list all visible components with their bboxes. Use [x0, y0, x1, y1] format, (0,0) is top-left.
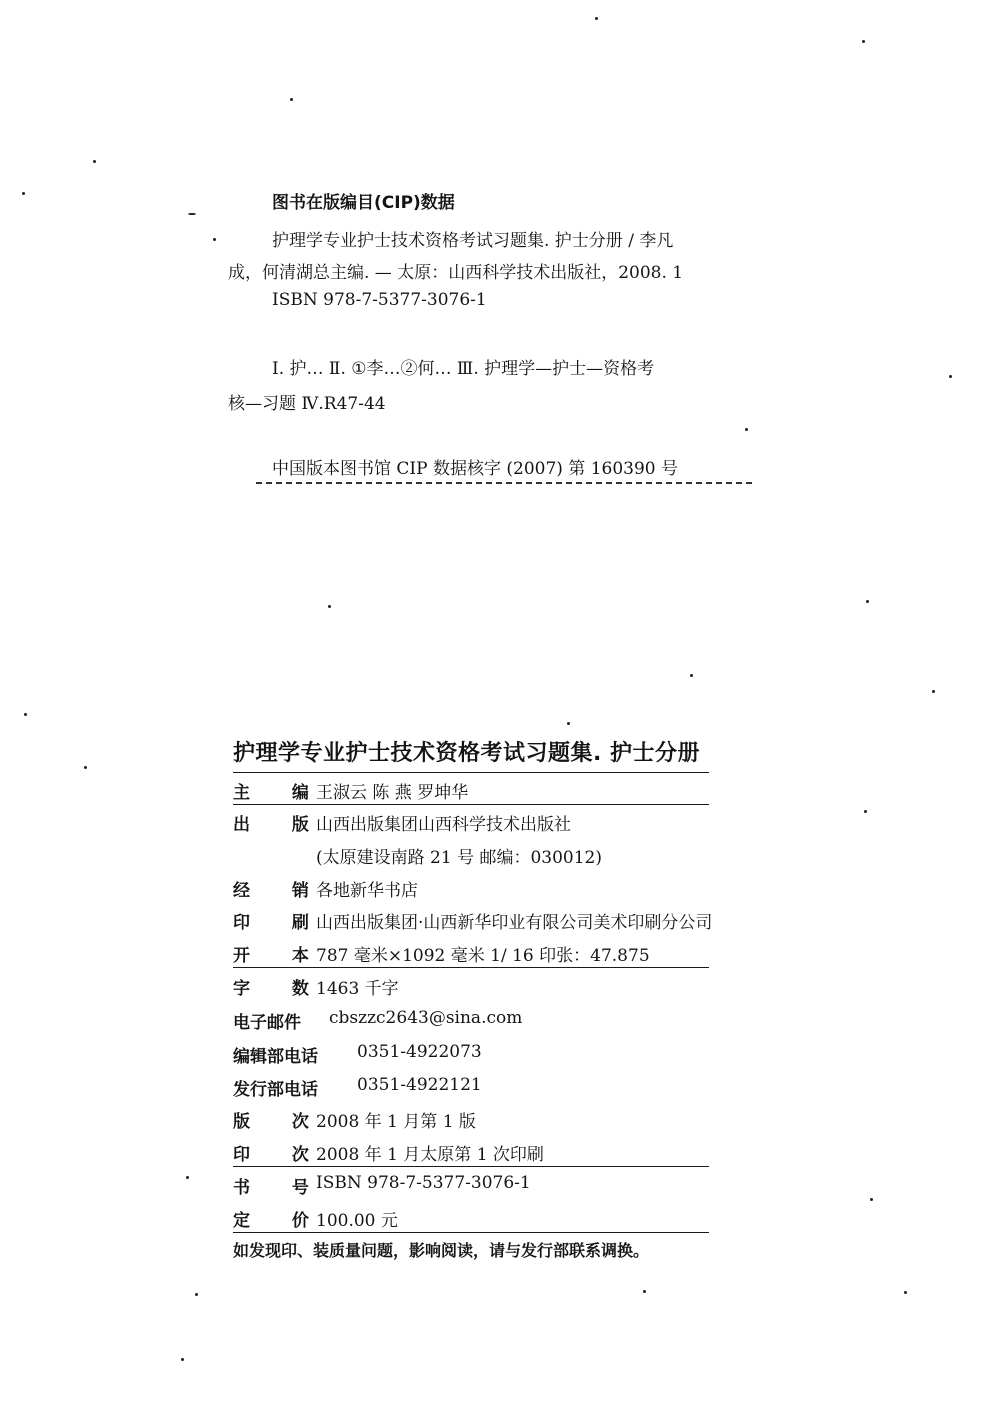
colophon-row-isbn: [233, 1169, 803, 1199]
cip-record-number: 中国版本图书馆 CIP 数据核字 (2007) 第 160390 号: [272, 459, 679, 479]
scan-speck: [181, 1358, 184, 1361]
colophon-row-email: [233, 1004, 803, 1034]
row-value: 2008 年 1 月太原第 1 次印刷: [316, 1145, 544, 1165]
scan-speck: [24, 713, 27, 716]
rule: [233, 804, 709, 805]
dashed-divider: [256, 482, 752, 484]
row-value: 2008 年 1 月第 1 版: [316, 1112, 476, 1132]
scan-speck: [328, 605, 331, 608]
row-label: 定 价: [233, 1211, 327, 1231]
scan-speck: [195, 1293, 198, 1296]
row-label: 版 次: [233, 1112, 327, 1132]
scan-speck: [862, 40, 865, 43]
row-label: 印 刷: [233, 913, 327, 933]
colophon-row-publisher: [233, 806, 803, 836]
row-value: 王淑云 陈 燕 罗坤华: [316, 783, 469, 803]
rule: [233, 772, 709, 773]
colophon-row-word-count: [233, 970, 803, 1000]
row-label: 印 次: [233, 1145, 327, 1165]
scan-speck: [690, 674, 693, 677]
quality-notice: 如发现印、装质量问题，影响阅读，请与发行部联系调换。: [233, 1241, 650, 1260]
cip-line: 护理学专业护士技术资格考试习题集. 护士分册 / 李凡: [272, 231, 674, 251]
row-label: 书 号: [233, 1178, 327, 1198]
scan-speck: [290, 98, 293, 101]
scan-speck: [949, 375, 952, 378]
scan-speck: [188, 213, 196, 215]
scan-speck: [932, 690, 935, 693]
row-value: 0351-4922073: [357, 1042, 482, 1062]
row-value: 100.00 元: [316, 1211, 398, 1231]
book-title: 护理学专业护士技术资格考试习题集. 护士分册: [233, 741, 701, 766]
cip-line: 成，何清湖总主编. — 太原：山西科学技术出版社，2008. 1: [228, 263, 684, 283]
row-label: 经 销: [233, 881, 327, 901]
row-value: cbszzc2643@sina.com: [329, 1008, 523, 1028]
row-value: 山西出版集团·山西新华印业有限公司美术印刷分公司: [316, 913, 713, 933]
colophon-row-printing: [233, 1136, 803, 1166]
row-label: 开 本: [233, 946, 327, 966]
colophon-row-address: [233, 839, 803, 869]
row-value: 山西出版集团山西科学技术出版社: [316, 815, 571, 835]
row-value: (太原建设南路 21 号 邮编：030012): [316, 848, 603, 868]
row-value: 各地新华书店: [316, 881, 418, 901]
scan-speck: [84, 766, 87, 769]
cip-isbn: ISBN 978-7-5377-3076-1: [272, 290, 487, 310]
colophon-row-distribution-phone: [233, 1071, 803, 1101]
colophon-row-printer: [233, 904, 803, 934]
row-label: 字 数: [233, 979, 327, 999]
scan-speck: [864, 810, 867, 813]
scan-speck: [866, 600, 869, 603]
scan-speck: [93, 160, 96, 163]
row-value: 787 毫米×1092 毫米 1/ 16 印张：47.875: [316, 946, 650, 966]
row-label: 电子邮件: [233, 1013, 301, 1033]
colophon-row-edition: [233, 1103, 803, 1133]
row-value: 0351-4922121: [357, 1075, 482, 1095]
row-label: 编辑部电话: [233, 1047, 318, 1067]
scan-speck: [643, 1290, 646, 1293]
cip-classification-cont: 核—习题 Ⅳ.R47-44: [228, 394, 386, 414]
cip-classification: Ⅰ. 护… Ⅱ. ①李…②何… Ⅲ. 护理学—护士—资格考: [272, 359, 655, 379]
colophon-row-price: [233, 1202, 803, 1232]
rule: [233, 967, 709, 968]
colophon-row-distributor: [233, 872, 803, 902]
row-label: 主 编: [233, 783, 327, 803]
cip-heading: 图书在版编目(CIP)数据: [272, 193, 455, 213]
scan-speck: [870, 1198, 873, 1201]
scan-speck: [186, 1176, 189, 1179]
colophon-row-editorial-phone: [233, 1038, 803, 1068]
scan-speck: [567, 722, 570, 725]
colophon-row-editor: [233, 774, 803, 804]
row-label: 出 版: [233, 815, 327, 835]
row-label: 发行部电话: [233, 1080, 318, 1100]
scan-speck: [595, 17, 598, 20]
scan-speck: [745, 428, 748, 431]
scan-speck: [213, 238, 216, 241]
row-value: 1463 千字: [316, 979, 399, 999]
scan-speck: [22, 192, 25, 195]
row-value: ISBN 978-7-5377-3076-1: [316, 1173, 531, 1193]
rule: [233, 1232, 709, 1233]
colophon-row-format: [233, 937, 803, 967]
rule: [233, 1166, 709, 1167]
scan-speck: [904, 1291, 907, 1294]
